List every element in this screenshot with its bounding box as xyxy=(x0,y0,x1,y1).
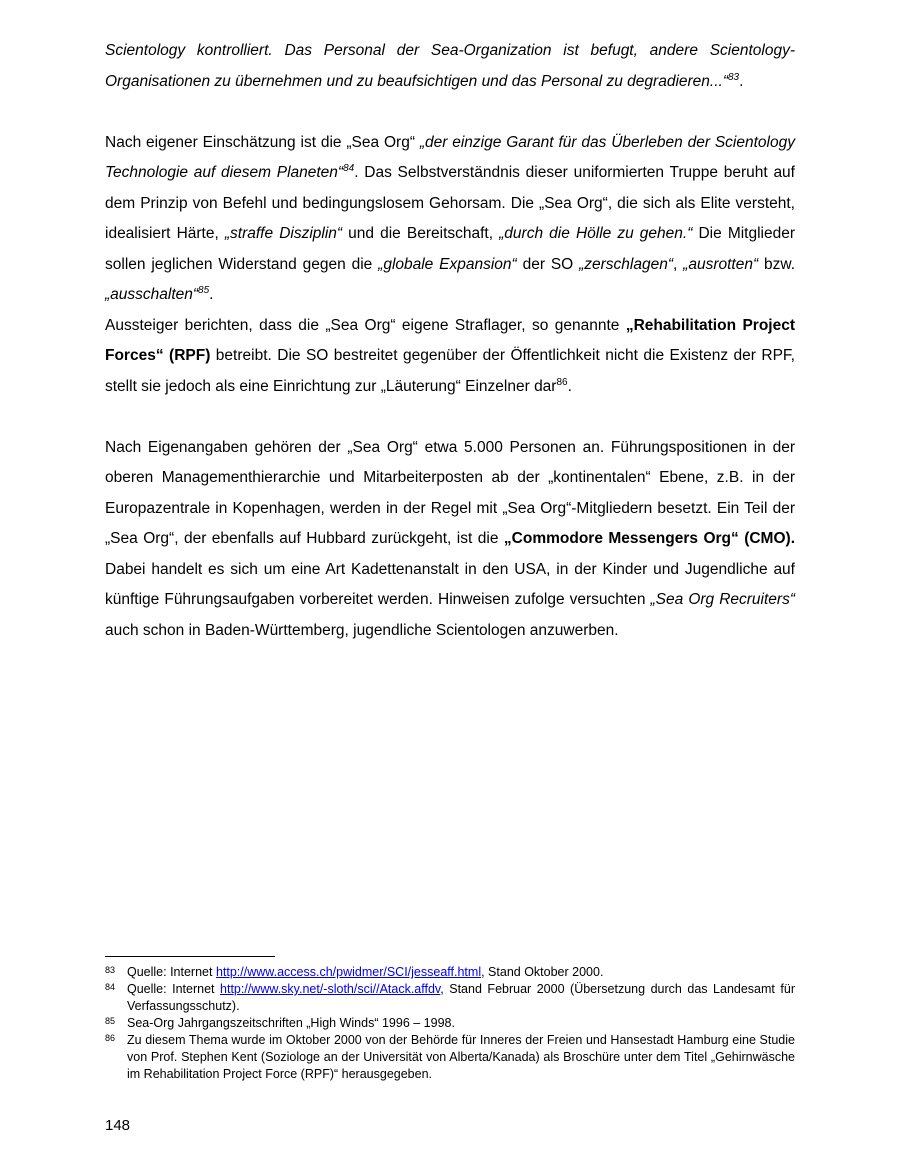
text-run: auch schon in Baden-Württemberg, jugendliche Scientologen anzuwerben. xyxy=(105,621,619,639)
text-run: Dabei handelt es sich um eine Art Kadettenanstalt in den USA, in der Kinder und Jugendliche auf künftige Führungsaufgaben vorbereitet werden. Hinweisen zufolge versuchten xyxy=(105,560,795,608)
text-run: Sea-Org Jahrgangszeitschriften „High Winds“ 1996 – 1998. xyxy=(127,1016,455,1030)
text-run: „ausschalten“ xyxy=(105,286,199,303)
hyperlink[interactable]: http://www.access.ch/pwidmer/SCI/jesseaff.html xyxy=(215,965,482,979)
text-run: Zu diesem Thema wurde im Oktober 2000 von der Behörde für Inneres der Freien und Hansestadt Hamburg eine Studie von Prof. Stephen Kent (Soziologe an der Universität von Alberta/Kanada) als Broschüre unter dem Titel „Gehirnwäsche im Rehabilitation Project Force (RPF)“ herausgegeben. xyxy=(127,1033,795,1081)
paragraph-sea-org xyxy=(105,128,795,311)
footnote-text xyxy=(127,1016,455,1030)
hyperlink[interactable]: http://www.sky.net/-sloth/sci//Atack.affdv xyxy=(220,982,441,996)
text-run: und die Bereitschaft, xyxy=(342,225,500,242)
text-run: , xyxy=(673,255,684,273)
footnote xyxy=(105,1015,795,1032)
footnote-number: 83 xyxy=(105,965,116,975)
footnote-ref: 86 xyxy=(556,376,568,388)
text-run: „durch die Hölle zu gehen.“ xyxy=(499,225,693,242)
footnote-number: 85 xyxy=(105,1016,116,1026)
text-run: bzw. xyxy=(758,255,795,273)
text-run: „Rehabilitation Project Forces“ (RPF) xyxy=(105,316,795,364)
text-run: Quelle: Internet xyxy=(127,982,221,996)
text-run: , Stand Februar 2000 (Übersetzung durch das Landesamt für Verfassungsschutz). xyxy=(127,982,795,1013)
text-run: Nach Eigenangaben gehören der „Sea Org“ etwa 5.000 Personen an. Führungspositionen in der oberen Managementhierarchie und Mitarbeiterposten ab der „kontinentalen“ Ebene, z.B. in der Europazentrale in Kopenhagen, werden in der Regel mit „Sea Org“-Mitgliedern besetzt. Ein Teil der „Sea Org“, der ebenfalls auf Hubbard zurückgeht, ist die xyxy=(105,438,795,547)
text-run: . xyxy=(567,377,572,395)
footnote-ref: 84 xyxy=(343,162,355,174)
footnote xyxy=(105,981,795,1015)
paragraph-rpf xyxy=(105,311,795,403)
footnote-ref: 85 xyxy=(198,284,210,296)
footnote xyxy=(105,964,795,981)
text-run: „globale Expansion“ xyxy=(378,255,517,273)
page-number: 148 xyxy=(105,1117,131,1134)
text-run: Quelle: Internet xyxy=(127,965,216,979)
text-run: der SO xyxy=(516,255,580,273)
footnote-separator-rule xyxy=(105,956,275,957)
text-run: . Das Selbstverständnis dieser uniformierten Truppe beruht auf dem Prinzip von Befehl und bedingungslosem Gehorsam. Die „Sea Org“, die sich als Elite versteht, idealisiert Härte, xyxy=(105,164,795,242)
text-run: Scientology kontrolliert. Das Personal der Sea-Organization ist befugt, andere Scientology-Organisationen zu übernehmen und zu beaufsichtigen und das Personal zu degradieren...“ xyxy=(105,42,795,90)
body-text xyxy=(105,36,795,646)
footnote-list xyxy=(105,964,795,1083)
footnote-text xyxy=(127,1033,795,1081)
text-run: . xyxy=(209,286,214,303)
footnotes-section xyxy=(105,956,795,1083)
text-run: „ausrotten“ xyxy=(683,255,759,273)
text-run: „zerschlagen“ xyxy=(579,255,673,273)
text-run: „Commodore Messengers Org“ (CMO). xyxy=(503,530,795,547)
text-run: betreibt. Die SO bestreitet gegenüber der Öffentlichkeit nicht die Existenz der RPF, stellt sie jedoch als eine Einrichtung zur „Läuterung“ Einzelner dar xyxy=(105,347,795,395)
footnote-number: 86 xyxy=(105,1033,116,1043)
text-run: „Sea Org Recruiters“ xyxy=(650,591,796,608)
footnote-text xyxy=(127,965,603,979)
text-run: Die Mitglieder sollen jeglichen Widerstand gegen die xyxy=(105,225,796,273)
footnote-number: 84 xyxy=(105,982,116,992)
text-run: , Stand Oktober 2000. xyxy=(481,965,604,979)
text-run: . xyxy=(739,72,744,90)
footnote xyxy=(105,1032,795,1083)
text-run: Nach eigener Einschätzung ist die „Sea Org“ xyxy=(105,133,420,151)
text-run: „straffe Disziplin“ xyxy=(224,225,343,242)
paragraph-quote-continuation xyxy=(105,36,795,97)
footnote-ref: 83 xyxy=(728,71,740,83)
footnote-text xyxy=(127,982,795,1013)
paragraph-cmo xyxy=(105,433,795,647)
text-run: „der einzige Garant für das Überleben der Scientology Technologie auf diesem Planeten“ xyxy=(105,133,795,181)
text-run: Aussteiger berichten, dass die „Sea Org“ eigene Straflager, so genannte xyxy=(105,316,626,334)
